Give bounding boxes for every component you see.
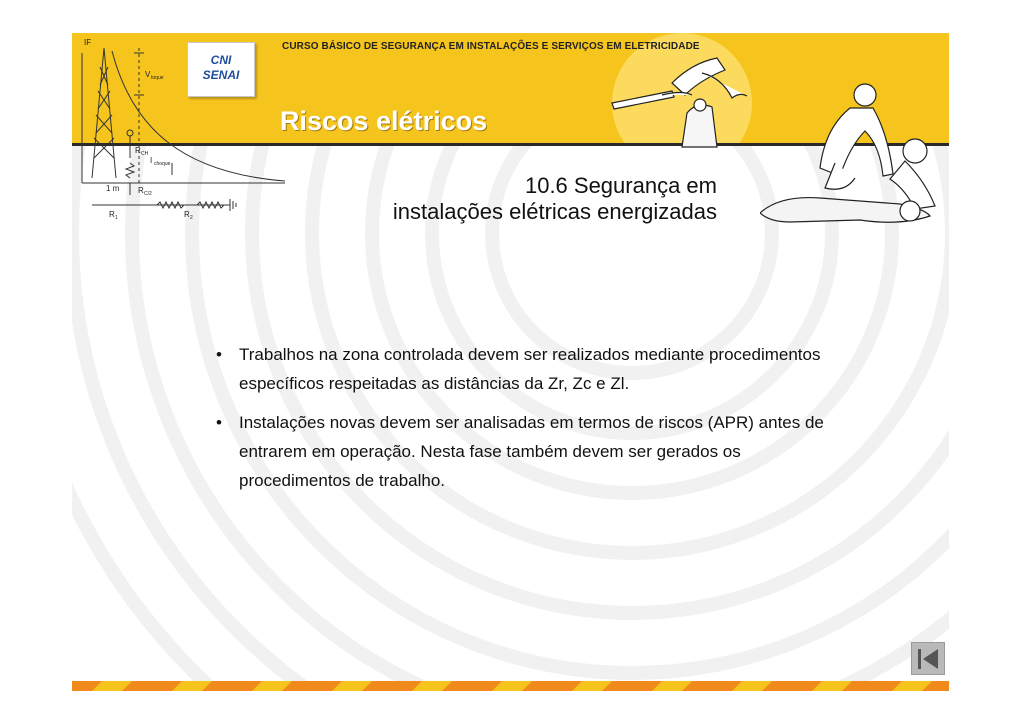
label-r1: R (109, 210, 115, 219)
cni-senai-logo (187, 42, 255, 97)
label-vtoque: V (145, 70, 151, 79)
bullet-list (211, 340, 851, 505)
label-one-meter: 1 m (106, 184, 120, 193)
slide (72, 33, 949, 691)
label-r1-sub: 1 (115, 215, 118, 221)
label-rch: R (135, 146, 141, 155)
label-ichoque: I (150, 156, 153, 165)
bullet-text: Instalações novas devem ser analisadas em termos de riscos (APR) antes de entrarem em operação. Nesta fase também devem ser gerados os procedimentos de trabalho. (239, 413, 824, 490)
label-rc2: R (138, 186, 144, 195)
label-r2: R (184, 210, 190, 219)
hazard-stripe-footer (72, 681, 949, 691)
bullet-text: Trabalhos na zona controlada devem ser realizados mediante procedimentos específicos respeitadas as distâncias da Zr, Zc e Zl. (239, 345, 821, 393)
logo-line-senai: SENAI (202, 68, 240, 82)
label-rc2-sub: C/2 (144, 191, 152, 197)
course-title: CURSO BÁSICO DE SEGURANÇA EM INSTALAÇÕES E SERVIÇOS EM ELETRICIDADE (282, 41, 700, 52)
bullet-marker: • (216, 413, 222, 432)
fire-extinguisher-illustration (602, 33, 762, 153)
bullet-marker: • (216, 345, 222, 364)
label-rch-sub: CH (141, 151, 149, 157)
label-r2-sub: 2 (190, 215, 193, 221)
cpr-illustration (760, 83, 949, 228)
label-if: IF (84, 38, 92, 47)
first-slide-icon (912, 643, 944, 674)
section-title: Riscos elétricos (280, 106, 488, 136)
slide-title-line1: 10.6 Segurança em (524, 173, 717, 198)
bullet-item (211, 340, 851, 398)
label-vtoque-sub: toque (151, 75, 164, 81)
label-ichoque-sub: choque (154, 161, 171, 167)
slide-title (393, 173, 717, 225)
logo-line-cni: CNI (210, 53, 232, 67)
first-slide-button[interactable] (911, 642, 945, 675)
slide-title-line2: instalações elétricas energizadas (392, 199, 717, 224)
bullet-item (211, 408, 851, 495)
